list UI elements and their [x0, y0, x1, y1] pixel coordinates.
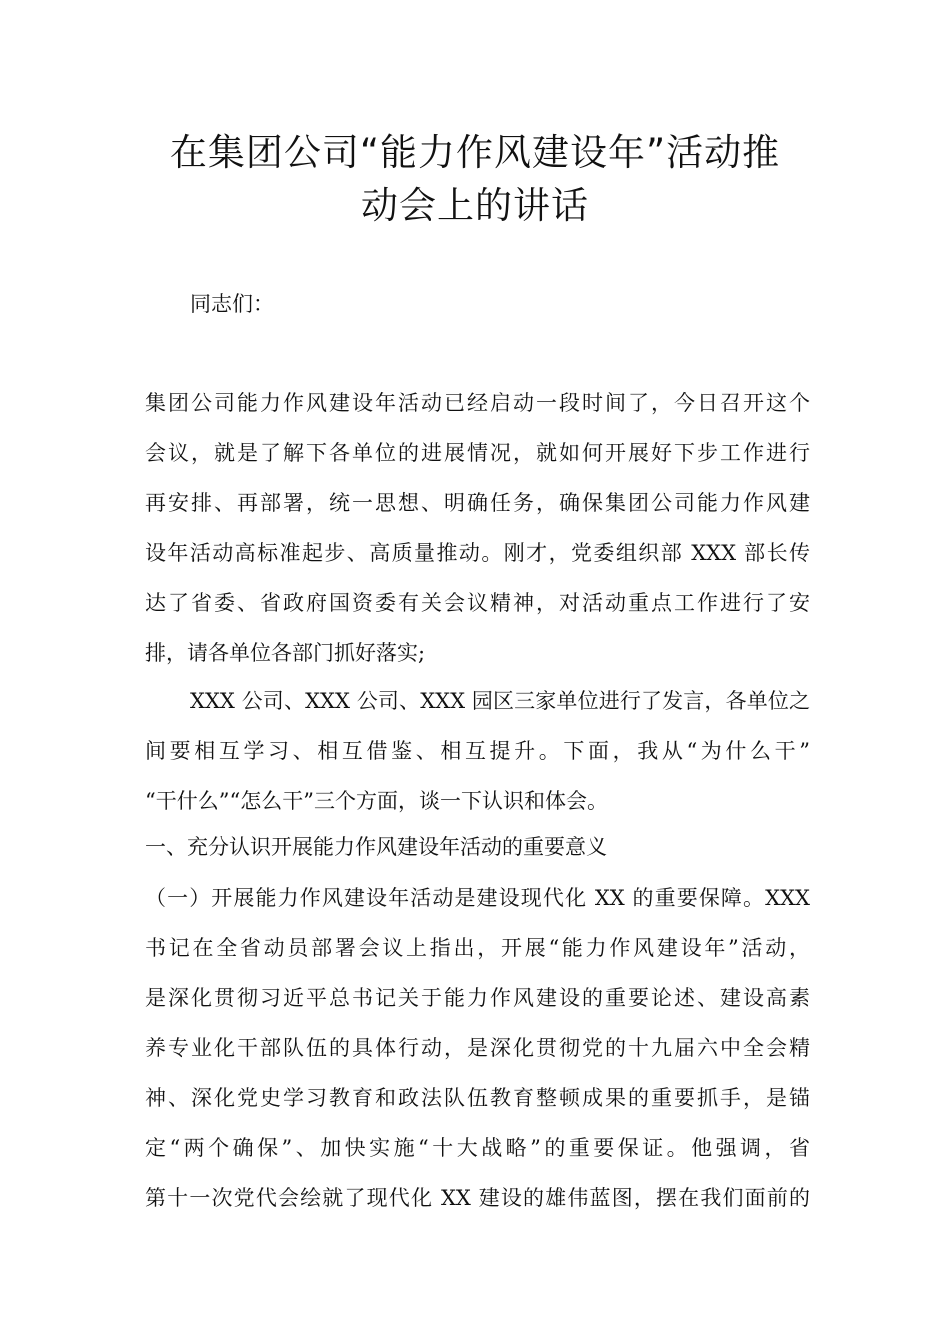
paragraph-line: XXX 公司、XXX 公司、XXX 园区三家单位进行了发言，各单位之 [190, 689, 810, 713]
paragraph-line: 是深化贯彻习近平总书记关于能力作风建设的重要论述、建设高素 [145, 986, 810, 1010]
paragraph-line: 排，请各单位各部门抓好落实; [145, 641, 426, 665]
paragraph-line: “干什么”“怎么干”三个方面，谈一下认识和体会。 [145, 789, 608, 813]
paragraph-line: 会议，就是了解下各单位的进展情况，就如何开展好下步工作进行 [145, 441, 810, 465]
paragraph-line: 神、深化党史学习教育和政法队伍教育整顿成果的重要抓手，是锚 [145, 1086, 810, 1110]
paragraph-1 [145, 378, 810, 678]
paragraph-2 [145, 676, 810, 826]
title-line: 在集团公司“能力作风建设年”活动推 [169, 131, 781, 174]
paragraph-line: 第十一次党代会绘就了现代化 XX 建设的雄伟蓝图，摆在我们面前的 [145, 1186, 810, 1210]
paragraph-line: （一）开展能力作风建设年活动是建设现代化 XX 的重要保障。XXX [145, 886, 810, 910]
paragraph-line: 书记在全省动员部署会议上指出，开展“能力作风建设年”活动， [145, 936, 810, 960]
paragraph-line: 再安排、再部署，统一思想、明确任务，确保集团公司能力作风建 [145, 491, 810, 515]
document-title [130, 126, 820, 232]
paragraph-line: 达了省委、省政府国资委有关会议精神，对活动重点工作进行了安 [145, 591, 810, 615]
paragraph-line: 间要相互学习、相互借鉴、相互提升。下面，我从“为什么干” [145, 739, 810, 763]
section-heading-1 [145, 822, 810, 872]
heading-line: 一、充分认识开展能力作风建设年活动的重要意义 [145, 835, 607, 859]
salutation: 同志们： [190, 292, 274, 316]
paragraph-line: 设年活动高标准起步、高质量推动。刚才，党委组织部 XXX 部长传 [145, 541, 810, 565]
paragraph-line: 养专业化干部队伍的具体行动，是深化贯彻党的十九届六中全会精 [145, 1036, 810, 1060]
title-line: 动会上的讲话 [361, 184, 589, 227]
paragraph-line: 定“两个确保”、加快实施“十大战略”的重要保证。他强调，省 [145, 1136, 810, 1160]
paragraph-3 [145, 873, 810, 1223]
paragraph-line: 集团公司能力作风建设年活动已经启动一段时间了，今日召开这个 [145, 391, 810, 415]
